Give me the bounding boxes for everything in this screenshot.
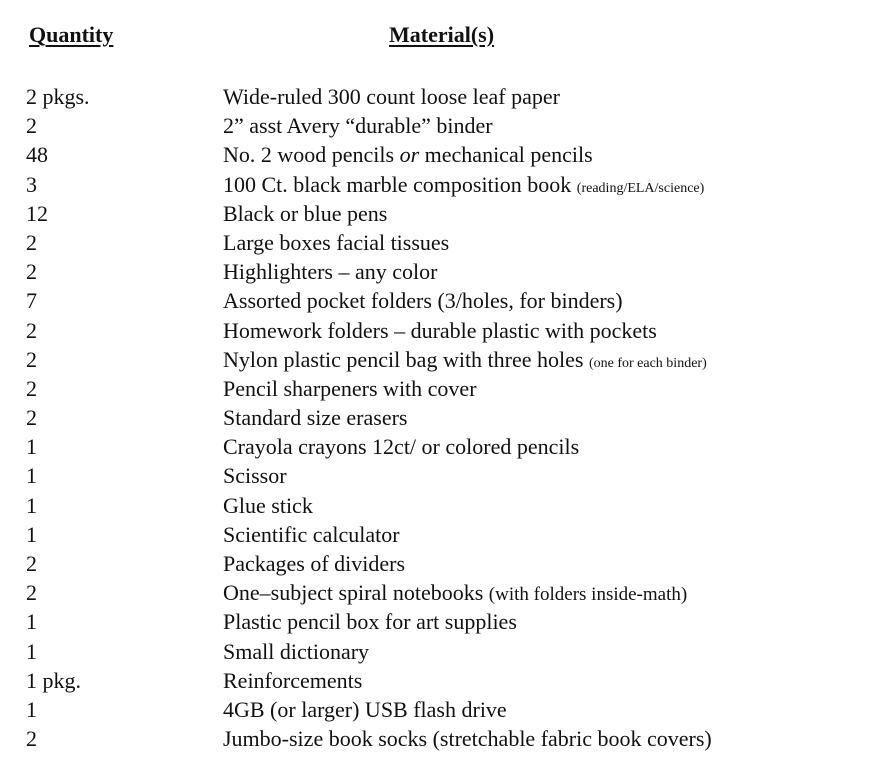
- material-text: Packages of dividers: [223, 551, 406, 576]
- material-cell: [223, 724, 712, 753]
- quantity-cell: 2: [26, 580, 37, 606]
- quantity-cell: 1: [26, 434, 37, 460]
- table-header: [0, 22, 872, 56]
- material-text: Nylon plastic pencil bag with three holes: [223, 346, 584, 372]
- quantity-cell: 2: [26, 259, 37, 285]
- list-item: [0, 695, 872, 724]
- list-item: [0, 140, 872, 169]
- list-item: [0, 111, 872, 140]
- material-cell: [223, 286, 623, 315]
- list-item: [0, 578, 872, 607]
- quantity-cell: 2: [26, 113, 37, 139]
- material-cell: [223, 549, 405, 578]
- material-note: (one for each binder): [588, 355, 707, 371]
- list-item: [0, 286, 872, 315]
- material-text-continued: mechanical pencils: [424, 142, 593, 168]
- quantity-cell: 12: [26, 200, 48, 226]
- material-cell: [223, 316, 657, 345]
- material-text: Reinforcements: [223, 667, 363, 693]
- material-cell: [223, 374, 477, 403]
- material-cell: [223, 637, 369, 666]
- material-text: 4GB (or larger) USB flash drive: [223, 696, 507, 722]
- quantity-cell: 2: [26, 229, 37, 255]
- quantity-cell: 3: [26, 171, 37, 197]
- material-cell: [223, 111, 493, 140]
- list-item: [0, 199, 872, 228]
- quantity-cell: 1: [26, 492, 37, 518]
- list-item: [0, 345, 872, 374]
- material-text: Assorted pocket folders (3/holes, for binders): [223, 288, 623, 314]
- quantity-cell: 48: [26, 142, 48, 168]
- list-item: [0, 228, 872, 257]
- material-cell: [223, 170, 704, 203]
- material-text: Plastic pencil box for art supplies: [223, 609, 517, 635]
- material-cell: [223, 695, 507, 724]
- list-item: [0, 520, 872, 549]
- material-text: Large boxes facial tissues: [223, 229, 450, 255]
- quantity-cell: 1: [26, 521, 37, 547]
- quantity-header: Quantity: [29, 22, 114, 47]
- quantity-cell: 2: [26, 405, 37, 431]
- material-text: Scissor: [223, 463, 287, 489]
- list-item: [0, 491, 872, 520]
- material-text: 100 Ct. black marble composition book: [223, 171, 572, 197]
- supply-list: [0, 82, 872, 753]
- material-cell: [223, 82, 560, 111]
- quantity-cell: 7: [26, 288, 37, 314]
- material-text: 2” asst Avery “durable” binder: [223, 113, 493, 139]
- material-emphasis: or: [399, 142, 420, 168]
- list-item: [0, 170, 872, 199]
- material-cell: [223, 257, 437, 286]
- material-cell: [223, 520, 400, 549]
- quantity-cell: 2: [26, 346, 37, 372]
- material-text: Homework folders – durable plastic with pockets: [223, 317, 657, 343]
- list-item: [0, 316, 872, 345]
- list-item: [0, 257, 872, 286]
- list-item: [0, 374, 872, 403]
- quantity-cell: 2: [26, 375, 37, 401]
- materials-header: Material(s): [389, 22, 495, 47]
- quantity-cell: 2 pkgs.: [26, 84, 90, 109]
- quantity-cell: 2: [26, 551, 37, 576]
- material-text: Crayola crayons 12ct/ or colored pencils: [223, 434, 580, 460]
- list-item: [0, 403, 872, 432]
- material-cell: [223, 199, 387, 228]
- quantity-cell: 1: [26, 609, 37, 635]
- material-cell: [223, 140, 593, 169]
- list-item: [0, 432, 872, 461]
- material-text: Standard size erasers: [223, 405, 408, 431]
- material-cell: [223, 345, 707, 378]
- material-cell: [223, 461, 287, 490]
- material-cell: [223, 228, 449, 257]
- material-cell: [223, 666, 362, 695]
- material-cell: [223, 432, 579, 461]
- material-text: Pencil sharpeners with cover: [223, 375, 477, 401]
- list-item: [0, 461, 872, 490]
- quantity-cell: 1: [26, 463, 37, 489]
- list-item: [0, 666, 872, 695]
- material-cell: [223, 607, 517, 636]
- material-note: (with folders inside-math): [488, 584, 688, 606]
- material-text: Wide-ruled 300 count loose leaf paper: [223, 84, 560, 109]
- quantity-cell: 2: [26, 726, 37, 752]
- material-text: Scientific calculator: [223, 521, 400, 547]
- material-text: Black or blue pens: [223, 200, 388, 226]
- material-text: Glue stick: [223, 492, 313, 518]
- list-item: [0, 607, 872, 636]
- list-item: [0, 82, 872, 111]
- material-text: No. 2 wood pencils: [223, 142, 395, 168]
- material-text: One–subject spiral notebooks: [223, 580, 484, 606]
- material-text: Small dictionary: [223, 638, 370, 664]
- material-cell: [223, 403, 407, 432]
- quantity-cell: 2: [26, 317, 37, 343]
- material-cell: [223, 491, 313, 520]
- quantity-cell: 1: [26, 696, 37, 722]
- list-item: [0, 549, 872, 578]
- material-text: Highlighters – any color: [223, 259, 438, 285]
- material-note: (reading/ELA/science): [576, 180, 705, 196]
- quantity-cell: 1 pkg.: [26, 667, 81, 693]
- list-item: [0, 637, 872, 666]
- material-cell: [223, 578, 687, 609]
- material-text: Jumbo-size book socks (stretchable fabric book covers): [223, 726, 712, 752]
- quantity-cell: 1: [26, 638, 37, 664]
- list-item: [0, 724, 872, 753]
